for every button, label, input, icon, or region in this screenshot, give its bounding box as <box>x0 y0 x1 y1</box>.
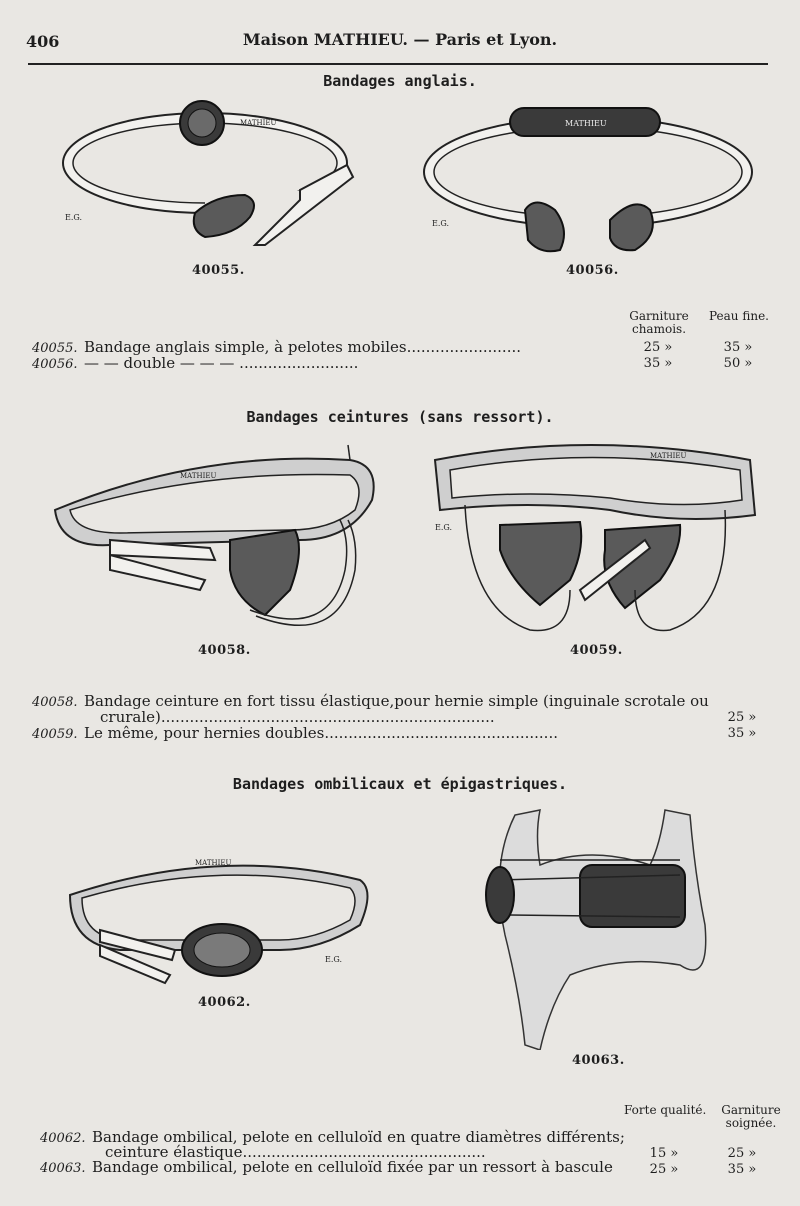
product-description: Bandage ombilical, pelote en celluloïd fixée par un ressort à bascule <box>92 1158 613 1176</box>
page-number: 406 <box>26 32 60 51</box>
product-code: 40063. <box>40 1161 86 1176</box>
section-title-ombilicaux: Bandages ombilicaux et épigastriques. <box>232 775 568 793</box>
strap-brand-mark-4: MATHIEU <box>650 452 687 460</box>
figure-40062-illustration <box>60 850 380 990</box>
section-title-ceintures: Bandages ceintures (sans ressort). <box>246 408 554 426</box>
figure-label-40062: 40062. <box>198 995 251 1010</box>
strap-brand-mark-3: MATHIEU <box>180 472 217 480</box>
price-row-40063 <box>40 1158 613 1176</box>
initials-mark-2: E.G. <box>432 219 450 228</box>
initials-mark-4: E.G. <box>325 955 343 964</box>
product-description: Bandage ombilical, pelote en celluloïd en quatre diamètres différents; <box>92 1128 625 1146</box>
price-peau-fine: 35 » <box>723 340 753 355</box>
product-code: 40058. <box>32 695 78 710</box>
price-garniture-soignee: 25 » <box>727 1146 757 1161</box>
section-title-anglais: Bandages anglais. <box>323 72 477 90</box>
product-code: 40055. <box>32 341 78 356</box>
strap-brand-mark-2: MATHIEU <box>565 119 607 128</box>
strap-brand-mark: MATHIEU <box>240 119 277 127</box>
price-40058: 25 » <box>727 710 757 725</box>
figure-label-40055: 40055. <box>192 263 245 278</box>
price-forte-qualite: 15 » <box>649 1146 679 1161</box>
price-peau-fine: 50 » <box>723 356 753 371</box>
product-description: — — double — — — ......................... <box>84 354 359 372</box>
page-header: Maison MATHIEU. — Paris et Lyon. <box>242 30 558 49</box>
figure-40059-illustration <box>430 430 760 645</box>
figure-label-40058: 40058. <box>198 643 251 658</box>
product-code: 40059. <box>32 727 78 742</box>
product-description: Bandage anglais simple, à pelotes mobiles........................ <box>84 338 522 356</box>
initials-mark: E.G. <box>65 213 83 222</box>
price-row-40059 <box>32 724 558 742</box>
figure-40056-illustration <box>420 100 760 260</box>
price-chamois: 25 » <box>643 340 673 355</box>
product-description: Le même, pour hernies doubles................................................. <box>84 724 558 742</box>
column-header-garniture-soignee: Garniture soignée. <box>721 1103 781 1130</box>
price-row-40056 <box>32 354 358 372</box>
product-description-continued: ceinture élastique................................................... <box>105 1143 486 1161</box>
product-description-continued: crurale)...................................................................... <box>100 708 495 726</box>
product-description: Bandage ceinture en fort tissu élastique,pour hernie simple (inguinale scrotale ou <box>84 692 709 710</box>
price-garniture-soignee: 35 » <box>727 1162 757 1177</box>
price-chamois: 35 » <box>643 356 673 371</box>
strap-brand-mark-5: MATHIEU <box>195 859 232 867</box>
product-code: 40062. <box>40 1131 86 1146</box>
price-40059: 35 » <box>727 726 757 741</box>
column-header-peau-fine: Peau fine. <box>709 309 769 323</box>
figure-label-40056: 40056. <box>566 263 619 278</box>
figure-label-40063: 40063. <box>572 1053 625 1068</box>
price-forte-qualite: 25 » <box>649 1162 679 1177</box>
column-header-forte-qualite: Forte qualité. <box>624 1103 707 1117</box>
header-rule <box>28 63 768 65</box>
column-header-chamois: Garniture chamois. <box>629 309 689 336</box>
figure-40058-illustration <box>50 430 390 645</box>
figure-40063-illustration <box>480 805 720 1050</box>
figure-label-40059: 40059. <box>570 643 623 658</box>
product-code: 40056. <box>32 357 78 372</box>
initials-mark-3: E.G. <box>435 523 453 532</box>
figure-40055-illustration <box>55 95 365 260</box>
